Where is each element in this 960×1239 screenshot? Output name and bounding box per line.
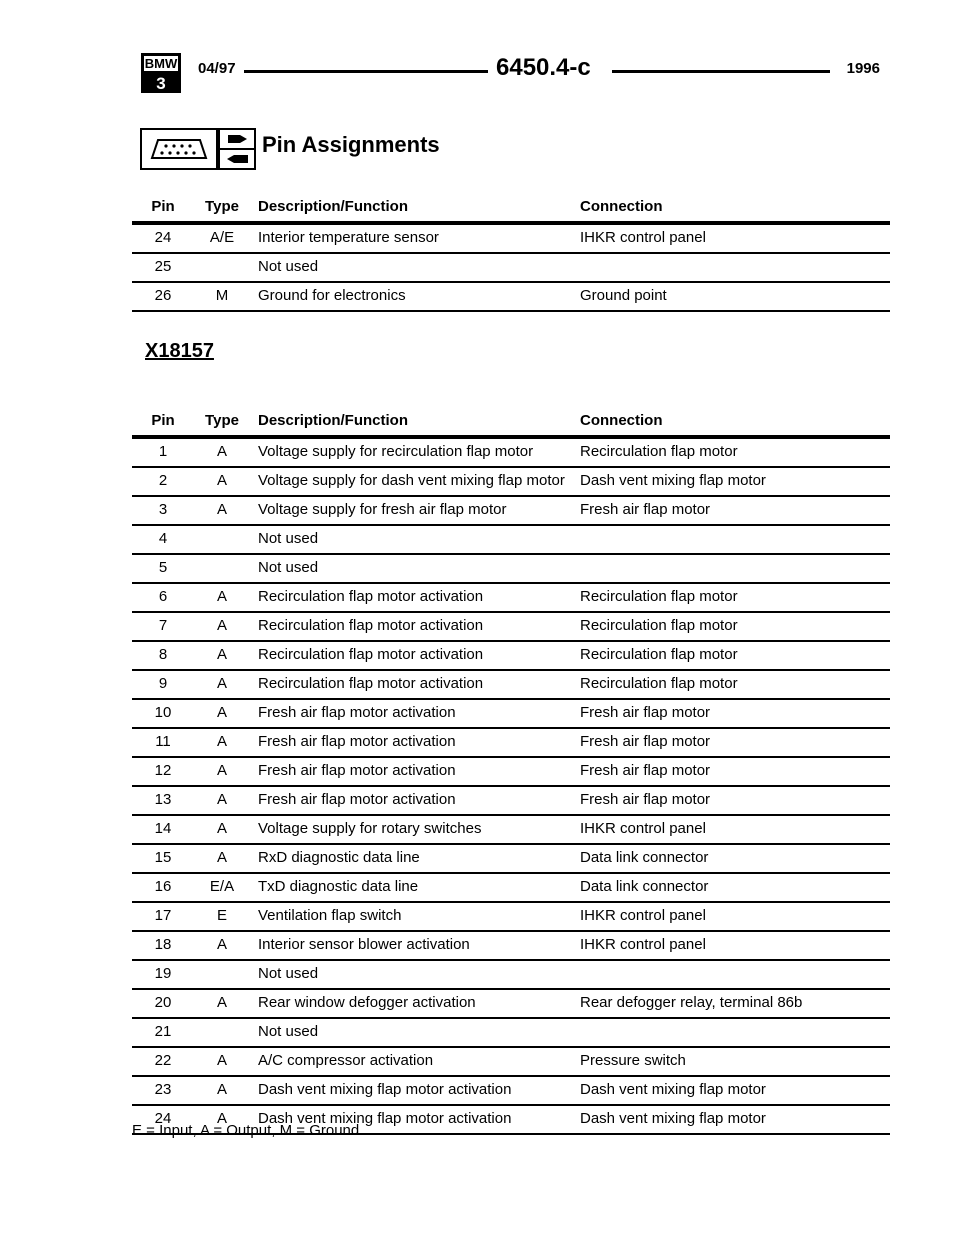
table-row (132, 496, 890, 525)
cell-type (194, 960, 250, 989)
cell-type: A (194, 1105, 250, 1134)
cell-pin: 11 (132, 728, 194, 757)
col-header-pin: Pin (132, 412, 194, 437)
cell-pin: 2 (132, 467, 194, 496)
cell-description: Recirculation flap motor activation (250, 670, 576, 699)
section-title: Pin Assignments (262, 132, 440, 157)
col-header-type: Type (194, 198, 250, 223)
cell-description: Not used (250, 554, 576, 583)
cell-pin: 14 (132, 815, 194, 844)
cell-connection: Data link connector (576, 873, 890, 902)
pin-table-continued (132, 198, 890, 312)
cell-pin: 13 (132, 786, 194, 815)
cell-type: A (194, 786, 250, 815)
cell-description: Fresh air flap motor activation (250, 757, 576, 786)
table-row (132, 728, 890, 757)
cell-description: RxD diagnostic data line (250, 844, 576, 873)
cell-type (194, 253, 250, 282)
cell-connection (576, 1018, 890, 1047)
cell-connection: Dash vent mixing flap motor (576, 467, 890, 496)
cell-connection: Rear defogger relay, terminal 86b (576, 989, 890, 1018)
cell-type: A (194, 496, 250, 525)
pin-table-x18157 (132, 412, 890, 1135)
cell-type: A (194, 1047, 250, 1076)
table-row (132, 670, 890, 699)
cell-description: Recirculation flap motor activation (250, 583, 576, 612)
table-body (132, 437, 890, 1134)
cell-pin: 21 (132, 1018, 194, 1047)
cell-description: Recirculation flap motor activation (250, 612, 576, 641)
cell-description: Recirculation flap motor activation (250, 641, 576, 670)
cell-type: A (194, 989, 250, 1018)
cell-description: Voltage supply for rotary switches (250, 815, 576, 844)
cell-description: Not used (250, 960, 576, 989)
cell-connection: Fresh air flap motor (576, 786, 890, 815)
cell-connection: IHKR control panel (576, 223, 890, 253)
cell-pin: 4 (132, 525, 194, 554)
connector-icon (141, 129, 217, 169)
table-row (132, 1076, 890, 1105)
cell-connection (576, 525, 890, 554)
cell-connection: Fresh air flap motor (576, 757, 890, 786)
table-row (132, 989, 890, 1018)
col-header-description: Description/Function (250, 412, 576, 437)
cell-description: Ground for electronics (250, 282, 576, 311)
table-row (132, 467, 890, 496)
cell-connection: Fresh air flap motor (576, 699, 890, 728)
cell-pin: 20 (132, 989, 194, 1018)
table-row (132, 253, 890, 282)
cell-connection: Recirculation flap motor (576, 641, 890, 670)
col-header-connection: Connection (576, 198, 890, 223)
table-row (132, 786, 890, 815)
cell-pin: 8 (132, 641, 194, 670)
cell-connection: Dash vent mixing flap motor (576, 1076, 890, 1105)
cell-description: Not used (250, 253, 576, 282)
cell-connection: IHKR control panel (576, 931, 890, 960)
cell-pin: 1 (132, 437, 194, 467)
cell-pin: 12 (132, 757, 194, 786)
col-header-connection: Connection (576, 412, 890, 437)
table-row (132, 757, 890, 786)
cell-pin: 18 (132, 931, 194, 960)
cell-connection: IHKR control panel (576, 902, 890, 931)
table-row (132, 873, 890, 902)
cell-type: A (194, 699, 250, 728)
cell-type: A (194, 815, 250, 844)
cell-type (194, 525, 250, 554)
cell-connection: Data link connector (576, 844, 890, 873)
table-row (132, 437, 890, 467)
cell-pin: 17 (132, 902, 194, 931)
cell-type: A (194, 728, 250, 757)
cell-type (194, 554, 250, 583)
cell-type: A (194, 670, 250, 699)
cell-pin: 15 (132, 844, 194, 873)
cell-type: A (194, 583, 250, 612)
cell-type: A/E (194, 223, 250, 253)
page-header (140, 50, 880, 93)
cell-pin: 26 (132, 282, 194, 311)
cell-type: A (194, 437, 250, 467)
cell-type: A (194, 641, 250, 670)
connector-title: X18157 (145, 340, 214, 362)
cell-pin: 16 (132, 873, 194, 902)
header-date: 04/97 (198, 60, 236, 77)
cell-type (194, 1018, 250, 1047)
table-row (132, 1018, 890, 1047)
cell-description: Fresh air flap motor activation (250, 728, 576, 757)
bmw-3-series-logo (140, 52, 182, 94)
cell-type: A (194, 931, 250, 960)
col-header-pin: Pin (132, 198, 194, 223)
table-row (132, 699, 890, 728)
cell-type: A (194, 844, 250, 873)
cell-type: A (194, 612, 250, 641)
signal-direction-icon (219, 129, 255, 169)
cell-pin: 24 (132, 223, 194, 253)
cell-connection: Pressure switch (576, 1047, 890, 1076)
cell-description: Dash vent mixing flap motor activation (250, 1105, 576, 1134)
cell-pin: 3 (132, 496, 194, 525)
cell-pin: 6 (132, 583, 194, 612)
table-row (132, 844, 890, 873)
cell-connection: Fresh air flap motor (576, 496, 890, 525)
col-header-description: Description/Function (250, 198, 576, 223)
cell-description: Interior temperature sensor (250, 223, 576, 253)
cell-pin: 24 (132, 1105, 194, 1134)
cell-connection (576, 960, 890, 989)
cell-description: Voltage supply for fresh air flap motor (250, 496, 576, 525)
table-row (132, 525, 890, 554)
cell-pin: 23 (132, 1076, 194, 1105)
logo-text-top: BMW (144, 56, 178, 71)
cell-description: Interior sensor blower activation (250, 931, 576, 960)
cell-connection: Dash vent mixing flap motor (576, 1105, 890, 1134)
table-row (132, 1047, 890, 1076)
cell-description: Voltage supply for dash vent mixing flap motor (250, 467, 576, 496)
cell-description: Voltage supply for recirculation flap motor (250, 437, 576, 467)
table-row (132, 223, 890, 253)
table-header-row (132, 412, 890, 437)
cell-pin: 7 (132, 612, 194, 641)
cell-connection: Recirculation flap motor (576, 437, 890, 467)
cell-type: A (194, 467, 250, 496)
logo-text-bottom: 3 (156, 74, 166, 93)
pin-assignment-icons (140, 128, 256, 170)
cell-pin: 5 (132, 554, 194, 583)
cell-description: TxD diagnostic data line (250, 873, 576, 902)
header-year: 1996 (846, 60, 880, 77)
cell-pin: 22 (132, 1047, 194, 1076)
cell-description: Dash vent mixing flap motor activation (250, 1076, 576, 1105)
cell-pin: 10 (132, 699, 194, 728)
cell-type: A (194, 1076, 250, 1105)
cell-type: E (194, 902, 250, 931)
type-legend: E = Input, A = Output, M = Ground (132, 1122, 360, 1139)
cell-connection (576, 554, 890, 583)
table-row (132, 641, 890, 670)
cell-description: Fresh air flap motor activation (250, 699, 576, 728)
table-row (132, 554, 890, 583)
table-row (132, 583, 890, 612)
cell-type: E/A (194, 873, 250, 902)
cell-connection: IHKR control panel (576, 815, 890, 844)
table-row (132, 902, 890, 931)
table-row (132, 931, 890, 960)
cell-description: Ventilation flap switch (250, 902, 576, 931)
cell-connection: Recirculation flap motor (576, 583, 890, 612)
header-rule-left (244, 70, 488, 73)
document-number: 6450.4-c (496, 54, 591, 81)
cell-description: A/C compressor activation (250, 1047, 576, 1076)
cell-pin: 9 (132, 670, 194, 699)
cell-description: Fresh air flap motor activation (250, 786, 576, 815)
cell-connection: Fresh air flap motor (576, 728, 890, 757)
table-header-row (132, 198, 890, 223)
cell-connection: Recirculation flap motor (576, 670, 890, 699)
cell-connection (576, 253, 890, 282)
table-row (132, 282, 890, 311)
cell-description: Not used (250, 1018, 576, 1047)
table-row (132, 612, 890, 641)
cell-connection: Recirculation flap motor (576, 612, 890, 641)
cell-type: A (194, 757, 250, 786)
table-row (132, 960, 890, 989)
cell-pin: 25 (132, 253, 194, 282)
cell-pin: 19 (132, 960, 194, 989)
col-header-type: Type (194, 412, 250, 437)
cell-description: Not used (250, 525, 576, 554)
table-row (132, 815, 890, 844)
header-rule-right (612, 70, 830, 73)
cell-connection: Ground point (576, 282, 890, 311)
cell-description: Rear window defogger activation (250, 989, 576, 1018)
cell-type: M (194, 282, 250, 311)
